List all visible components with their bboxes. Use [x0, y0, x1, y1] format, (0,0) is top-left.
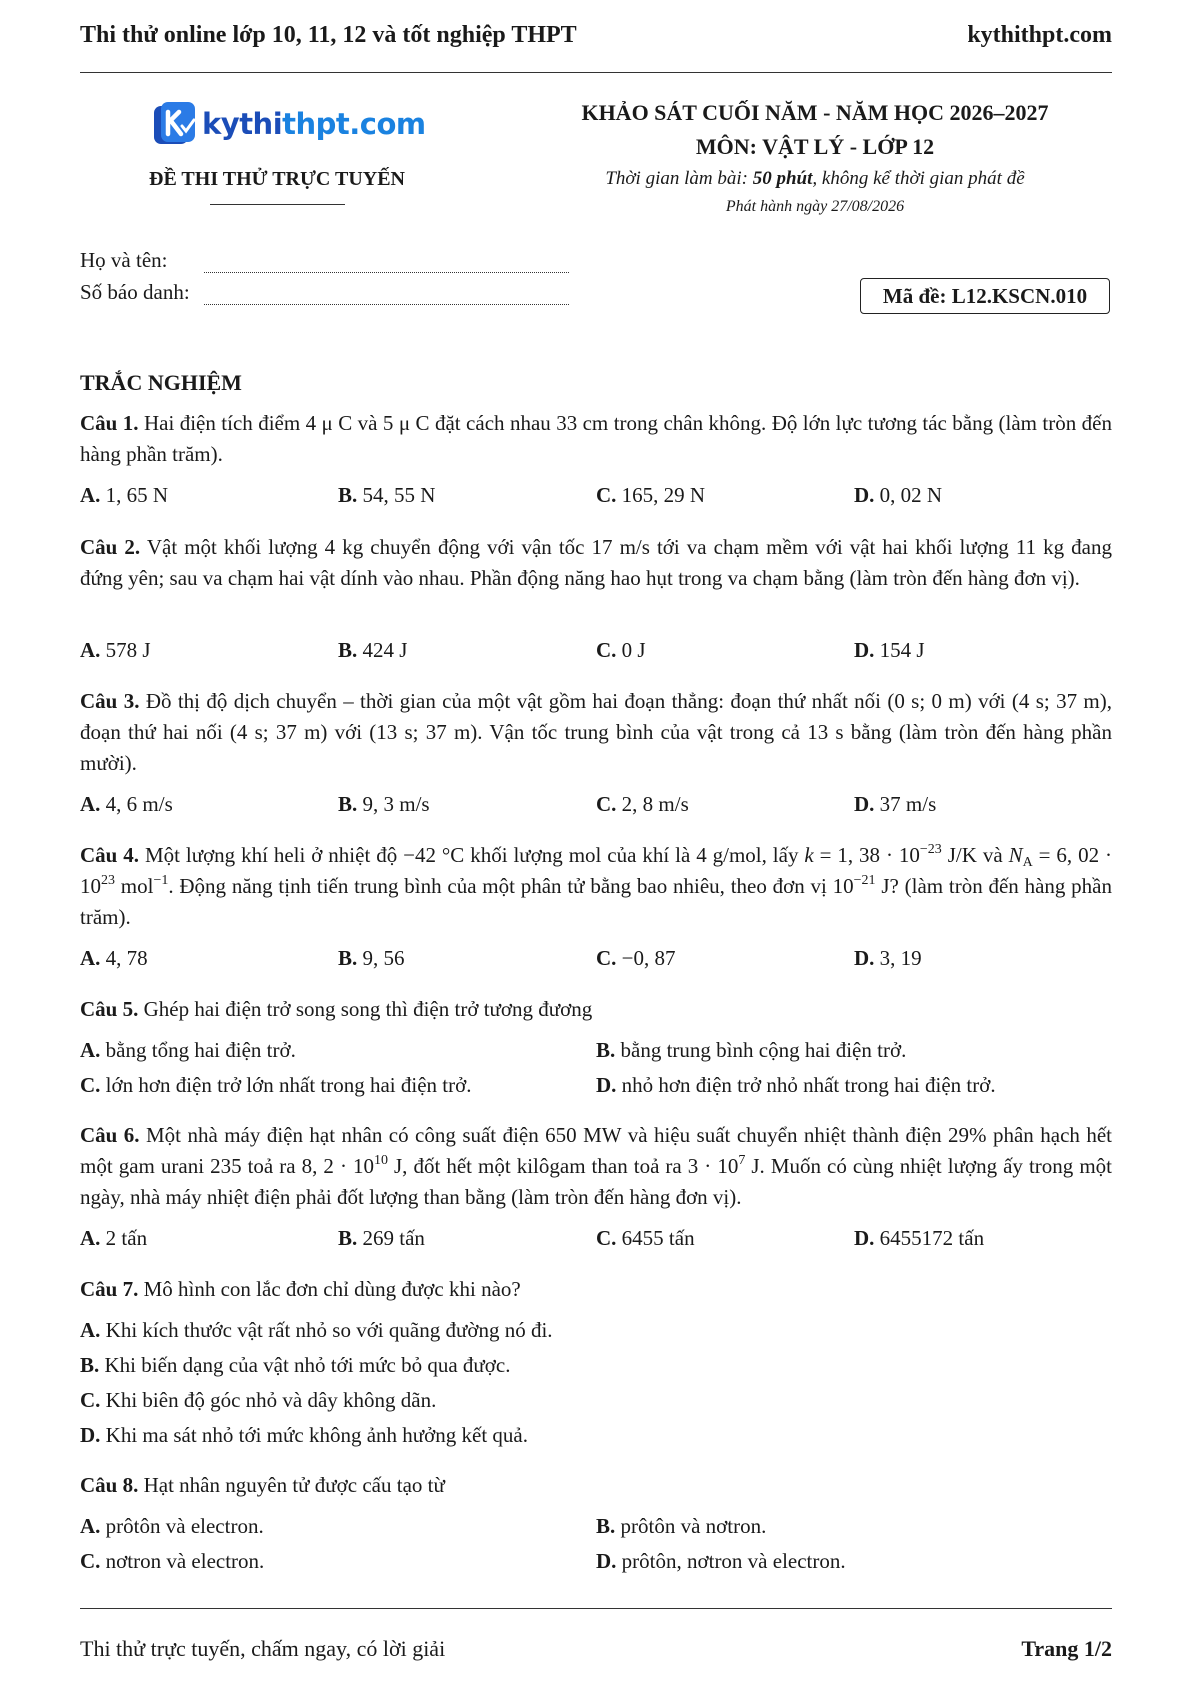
option-label: D. — [80, 1423, 101, 1447]
option-text: 6455 tấn — [621, 1226, 695, 1250]
option-label: B. — [338, 638, 358, 662]
option-label: C. — [80, 1388, 101, 1412]
site-logo[interactable] — [152, 100, 426, 148]
question-5-options-row2 — [80, 1073, 1112, 1098]
option-label: C. — [80, 1073, 101, 1097]
question-text: Ghép hai điện trở song song thì điện trở tương đương — [143, 997, 593, 1021]
option-text: Khi kích thước vật rất nhỏ so với quãng đường nó đi. — [105, 1318, 553, 1342]
release-date: Phát hành ngày 27/08/2026 — [725, 198, 905, 215]
option-text: 424 J — [362, 638, 408, 662]
option-d[interactable] — [854, 946, 1112, 971]
exam-title: KHẢO SÁT CUỐI NĂM - NĂM HỌC 2026–2027 — [581, 100, 1049, 125]
option-a[interactable] — [80, 1514, 596, 1539]
option-text: 1, 65 N — [105, 483, 169, 507]
option-b[interactable] — [338, 638, 596, 663]
question-number: Câu 7. — [80, 1277, 139, 1301]
subscript: A — [1022, 855, 1033, 870]
footer-divider — [80, 1608, 1112, 1609]
option-label: D. — [854, 792, 875, 816]
question-text: Hạt nhân nguyên tử được cấu tạo từ — [143, 1473, 445, 1497]
option-b[interactable] — [338, 792, 596, 817]
option-label: A. — [80, 1038, 101, 1062]
logo-wordmark — [202, 107, 426, 141]
option-label: B. — [596, 1514, 616, 1538]
question-4 — [80, 840, 1112, 933]
question-1-options — [80, 483, 1112, 508]
page-header — [80, 22, 1112, 49]
exponent: 10 — [373, 1153, 388, 1168]
option-text: bằng tổng hai điện trở. — [105, 1038, 296, 1062]
question-8-options-row1 — [80, 1514, 1112, 1539]
option-label: C. — [596, 638, 617, 662]
question-8 — [80, 1470, 1112, 1501]
exponent: 23 — [101, 873, 115, 888]
option-label: A. — [80, 638, 101, 662]
name-label: Họ và tên: — [80, 248, 168, 272]
option-label: A. — [80, 1318, 101, 1342]
question-text: J/K và — [941, 843, 1009, 867]
option-text: 0 J — [621, 638, 646, 662]
option-d[interactable] — [596, 1549, 1112, 1574]
question-number: Câu 4. — [80, 843, 140, 867]
option-label: C. — [596, 946, 617, 970]
question-text: J? (làm tròn đến hàng phần trăm). — [80, 874, 1113, 929]
exam-duration — [520, 168, 1110, 190]
option-text: 578 J — [105, 638, 151, 662]
question-text: = 6, 02 · 10 — [80, 843, 1112, 898]
option-text: −0, 87 — [621, 946, 676, 970]
question-text: Mô hình con lắc đơn chỉ dùng được khi nào? — [143, 1277, 521, 1301]
option-label: C. — [596, 483, 617, 507]
option-c[interactable] — [80, 1073, 596, 1098]
header-left-text: Thi thử online lớp 10, 11, 12 và tốt nghiệp THPT — [80, 22, 577, 48]
logo-text-part1: kythi — [202, 107, 283, 141]
option-text: 6455172 tấn — [879, 1226, 985, 1250]
page-footer — [80, 1636, 1112, 1662]
option-label: A. — [80, 483, 101, 507]
option-b[interactable] — [596, 1514, 1112, 1539]
option-d[interactable] — [854, 1226, 1112, 1251]
option-c[interactable] — [596, 792, 854, 817]
option-text: 4, 6 m/s — [105, 792, 173, 816]
question-4-options — [80, 946, 1112, 971]
exam-info — [520, 96, 1110, 216]
option-label: D. — [596, 1549, 617, 1573]
official-label: ĐỀ THI THỬ TRỰC TUYẾN — [149, 168, 405, 190]
option-text: bằng trung bình cộng hai điện trở. — [620, 1038, 907, 1062]
option-a[interactable] — [80, 1226, 338, 1251]
option-label: B. — [338, 792, 358, 816]
option-text: nhỏ hơn điện trở nhỏ nhất trong hai điện trở. — [621, 1073, 996, 1097]
exponent: −23 — [919, 842, 942, 857]
option-text: lớn hơn điện trở lớn nhất trong hai điện trở. — [105, 1073, 472, 1097]
question-5-options-row1 — [80, 1038, 1112, 1063]
student-id-field[interactable] — [80, 280, 569, 305]
option-label: A. — [80, 792, 101, 816]
option-label: C. — [80, 1549, 101, 1573]
exam-duration-prefix: Thời gian làm bài: — [605, 168, 753, 189]
question-number: Câu 3. — [80, 689, 140, 713]
question-text: Hai điện tích điểm 4 μ C và 5 μ C đặt cách nhau 33 cm trong chân không. Độ lớn lực tương tác bằng (làm tròn đến hàng phần trăm). — [80, 411, 1113, 466]
option-b[interactable] — [338, 1226, 596, 1251]
question-5 — [80, 994, 1112, 1025]
option-text: 0, 02 N — [879, 483, 943, 507]
name-blank[interactable] — [204, 254, 569, 273]
math-symbol: N — [1008, 843, 1023, 867]
question-number: Câu 8. — [80, 1473, 139, 1497]
option-label: D. — [854, 1226, 875, 1250]
option-label: B. — [338, 1226, 358, 1250]
question-text: = 1, 38 · 10 — [813, 843, 920, 867]
question-6-options — [80, 1226, 1112, 1251]
option-text: 269 tấn — [362, 1226, 425, 1250]
option-text: 37 m/s — [879, 792, 937, 816]
option-label: B. — [338, 946, 358, 970]
option-d[interactable] — [854, 792, 1112, 817]
option-c[interactable] — [596, 946, 854, 971]
option-text: 2 tấn — [105, 1226, 148, 1250]
question-text: J, đốt hết một kilôgam than toả ra 3 · 10 — [387, 1154, 739, 1178]
exam-duration-value: 50 phút — [752, 168, 813, 189]
option-label: B. — [596, 1038, 616, 1062]
question-text: mol — [115, 874, 154, 898]
option-a[interactable] — [80, 946, 338, 971]
option-text: 165, 29 N — [621, 483, 706, 507]
option-text: 154 J — [879, 638, 925, 662]
option-text: 54, 55 N — [362, 483, 436, 507]
option-label: B. — [338, 483, 358, 507]
question-2-options — [80, 638, 1112, 663]
option-text: Khi biến dạng của vật nhỏ tới mức bỏ qua được. — [104, 1353, 511, 1377]
option-a[interactable] — [80, 638, 338, 663]
option-label: B. — [80, 1353, 100, 1377]
option-label: A. — [80, 1226, 101, 1250]
question-2 — [80, 532, 1112, 594]
header-divider — [80, 72, 1112, 73]
question-text: Một nhà máy điện hạt nhân có công suất điện 650 MW và hiệu suất chuyển nhiệt thành điện 29% phân hạch hết một gam urani 235 toả ra 8, 2 · 10 — [80, 1123, 1112, 1178]
logo-icon — [152, 100, 198, 148]
option-b[interactable] — [596, 1038, 1112, 1063]
option-text: 9, 3 m/s — [362, 792, 430, 816]
section-title: TRẮC NGHIỆM — [80, 370, 242, 395]
math-symbol: k — [804, 843, 814, 867]
option-label: A. — [80, 1514, 101, 1538]
option-text: Khi ma sát nhỏ tới mức không ảnh hưởng kết quả. — [105, 1423, 528, 1447]
question-3 — [80, 686, 1112, 779]
option-b[interactable] — [80, 1353, 510, 1378]
question-text: Một lượng khí heli ở nhiệt độ −42 °C khối lượng mol của khí là 4 g/mol, lấy — [144, 843, 805, 867]
option-d[interactable] — [854, 483, 1112, 508]
option-b[interactable] — [338, 946, 596, 971]
question-3-options — [80, 792, 1112, 817]
question-text: J. Muốn có cùng nhiệt lượng ấy trong một ngày, nhà máy nhiệt điện phải đốt lượng than bằng (làm tròn đến hàng đơn vị). — [80, 1154, 1112, 1209]
option-c[interactable] — [596, 483, 854, 508]
option-label: C. — [596, 1226, 617, 1250]
question-number: Câu 1. — [80, 411, 139, 435]
exponent: 7 — [738, 1153, 746, 1168]
option-d[interactable] — [854, 638, 1112, 663]
option-text: prôtôn và electron. — [105, 1514, 264, 1538]
question-number: Câu 5. — [80, 997, 139, 1021]
option-text: nơtron và electron. — [105, 1549, 265, 1573]
option-a[interactable] — [80, 483, 338, 508]
exam-subject: MÔN: VẬT LÝ - LỚP 12 — [695, 134, 935, 159]
exponent: −21 — [853, 873, 876, 888]
question-number: Câu 6. — [80, 1123, 140, 1147]
option-label: A. — [80, 946, 101, 970]
option-label: D. — [596, 1073, 617, 1097]
option-label: D. — [854, 638, 875, 662]
option-a[interactable] — [80, 792, 338, 817]
option-text: 9, 56 — [362, 946, 405, 970]
question-7 — [80, 1274, 1112, 1305]
option-label: D. — [854, 946, 875, 970]
header-site-link[interactable]: kythithpt.com — [967, 22, 1112, 48]
option-text: prôtôn, nơtron và electron. — [621, 1549, 846, 1573]
option-d[interactable] — [596, 1073, 1112, 1098]
option-text: 4, 78 — [105, 946, 148, 970]
option-c[interactable] — [80, 1549, 596, 1574]
logo-text-part2: thpt.com — [282, 107, 426, 141]
student-id-blank[interactable] — [204, 286, 569, 305]
question-text: Vật một khối lượng 4 kg chuyển động với vận tốc 17 m/s tới va chạm mềm với vật hai khối lượng 11 kg đang đứng yên; sau va chạm hai vật dính vào nhau. Phần động năng hao hụt trong va chạm bằng (làm tròn đến hàng đơn vị). — [80, 535, 1112, 590]
question-text: . Động năng tịnh tiến trung bình của một phân tử bằng bao nhiêu, theo đơn vị 10 — [168, 874, 854, 898]
option-text: prôtôn và nơtron. — [620, 1514, 767, 1538]
option-a[interactable] — [80, 1318, 553, 1343]
option-c[interactable] — [80, 1388, 436, 1413]
option-text: 2, 8 m/s — [621, 792, 689, 816]
question-number: Câu 2. — [80, 535, 141, 559]
question-1 — [80, 408, 1112, 470]
option-label: C. — [596, 792, 617, 816]
student-id-label: Số báo danh: — [80, 280, 190, 304]
option-label: D. — [854, 483, 875, 507]
question-text: Đồ thị độ dịch chuyển – thời gian của một vật gồm hai đoạn thẳng: đoạn thứ nhất nối (0 s; 0 m) với (4 s; 37 m), đoạn thứ hai nối (4 s; 37 m) với (13 s; 37 m). Vận tốc trung bình của vật trong cả 13 s bằng (làm tròn đến hàng phần mười). — [80, 689, 1112, 775]
footer-slogan: Thi thử trực tuyến, chấm ngay, có lời giải — [80, 1636, 446, 1661]
option-b[interactable] — [338, 483, 596, 508]
question-8-options-row2 — [80, 1549, 1112, 1574]
question-6 — [80, 1120, 1112, 1213]
option-c[interactable] — [596, 1226, 854, 1251]
option-d[interactable] — [80, 1423, 528, 1448]
option-text: 3, 19 — [879, 946, 922, 970]
option-text: Khi biên độ góc nhỏ và dây không dãn. — [105, 1388, 437, 1412]
page-number: Trang 1/2 — [1021, 1636, 1112, 1661]
option-c[interactable] — [596, 638, 854, 663]
exam-duration-suffix: , không kể thời gian phát đề — [812, 168, 1025, 189]
exam-code-box: Mã đề: L12.KSCN.010 — [860, 278, 1110, 314]
official-underline — [210, 204, 345, 205]
option-a[interactable] — [80, 1038, 596, 1063]
name-field[interactable] — [80, 248, 569, 273]
exponent: −1 — [153, 873, 169, 888]
